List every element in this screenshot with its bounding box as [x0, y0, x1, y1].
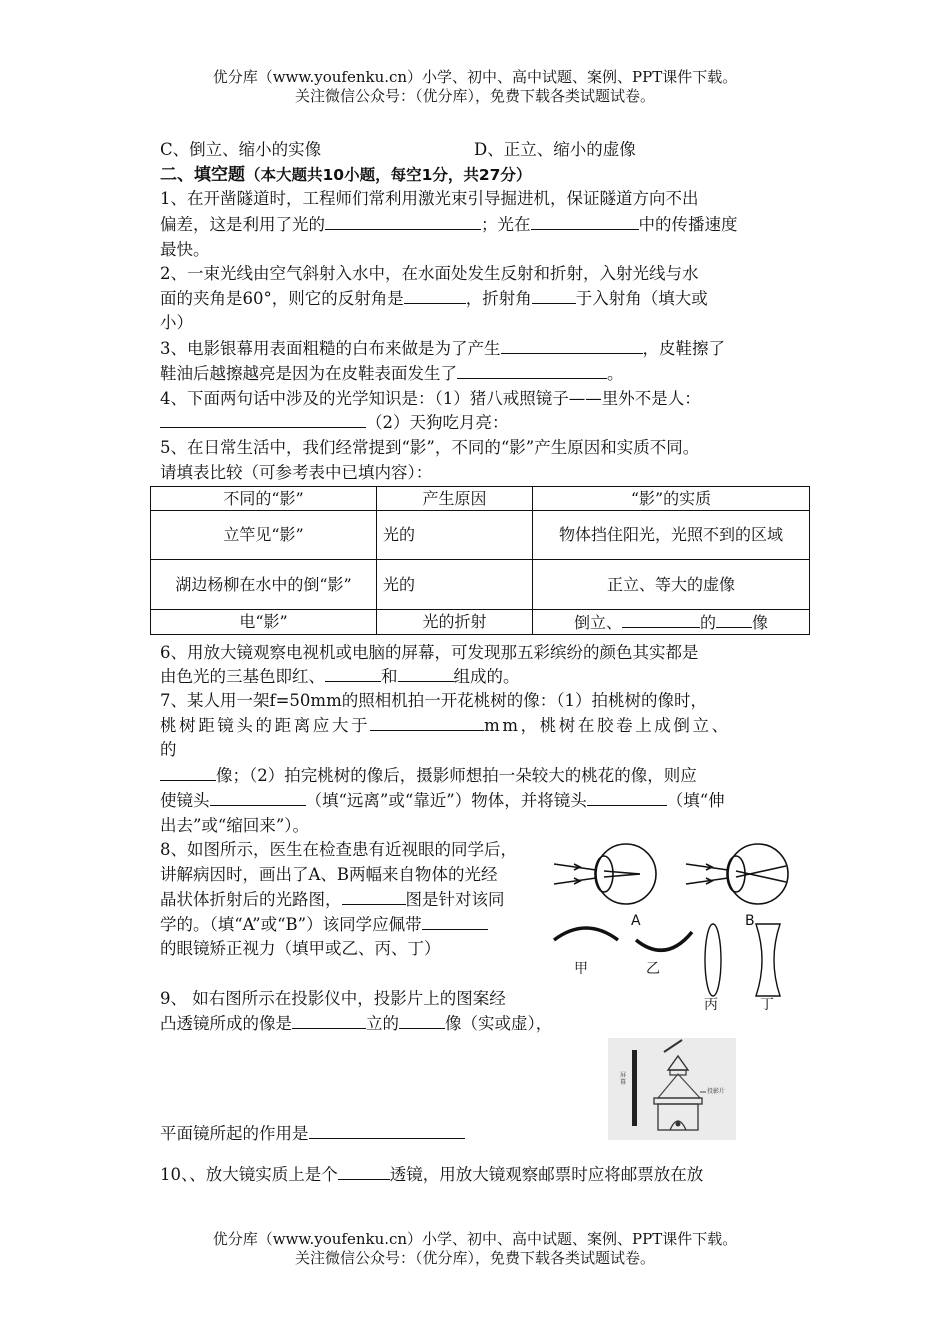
q7-text-b: mm，桃树在胶卷上成倒立、 [484, 716, 731, 735]
q10-text-b: 透镜，用放大镜观察邮票时应将邮票放在放 [389, 1165, 704, 1184]
lens-bing-shape [705, 924, 721, 996]
table-row [151, 560, 810, 610]
q3-line-1 [160, 338, 725, 360]
q8-line-2: 讲解病因时，画出了A、B两幅来自物体的光经 [160, 865, 498, 884]
q6-line-1: 6、用放大镜观察电视机或电脑的屏幕，可发现那五彩缤纷的颜色其实都是 [160, 643, 699, 662]
table-cell: 光的折射 [377, 610, 533, 635]
label-ding: 丁 [760, 997, 774, 1013]
q10-line-1 [160, 1164, 703, 1186]
q7-blank-1[interactable] [370, 715, 484, 731]
table-cell: 电“影” [151, 610, 377, 635]
q7-text-d: 使镜头 [160, 791, 210, 810]
q1-line-2 [160, 214, 738, 236]
projector-figure [608, 1038, 736, 1140]
q5-line-1: 5、在日常生活中，我们经常提到“影”，不同的“影”产生原因和实质不同。 [160, 438, 700, 457]
q8-line-4 [160, 914, 488, 936]
q3-line-2 [160, 363, 624, 385]
q1-text-a: 偏差，这是利用了光的 [160, 215, 325, 234]
table-header-row [151, 487, 810, 511]
q4-text-b: （2）天狗吃月亮： [366, 413, 509, 432]
q7-text-e: （填“远离”或“靠近”）物体，并将镜头 [305, 791, 587, 810]
q6-text-c: 组成的。 [453, 667, 520, 686]
section-title [160, 164, 531, 186]
table-header: 不同的“影” [151, 487, 377, 511]
q2-blank-2[interactable] [532, 288, 576, 304]
q9-line-3 [160, 1123, 465, 1145]
q6-text-b: 和 [381, 667, 398, 686]
q7-text-f: （填“伸 [666, 791, 725, 810]
lens-yi-shape [636, 932, 692, 950]
q2-line-2 [160, 288, 708, 310]
header-line-1: 优分库（www.youfenku.cn）小学、初中、高中试题、案例、PPT课件下载。 [212, 68, 738, 86]
table-cell [533, 610, 810, 635]
q9-text-a: 凸透镜所成的像是 [160, 1014, 292, 1033]
q6-text-a: 由色光的三基色即红、 [160, 667, 325, 686]
q9-blank-3[interactable] [309, 1123, 465, 1139]
eye-diagrams [548, 830, 810, 930]
q7-line-2 [160, 715, 731, 737]
q1-line-3: 最快。 [160, 240, 210, 259]
table-cell-text: 的 [699, 612, 716, 632]
q7-line-4 [160, 765, 697, 787]
label-bing: 丙 [704, 997, 718, 1013]
q1-line-1: 1、在开凿隧道时，工程师们常利用激光束引导掘进机，保证隧道方向不出 [160, 189, 699, 208]
q4-blank-1[interactable] [160, 412, 366, 428]
table-cell: 物体挡住阳光，光照不到的区域 [533, 511, 810, 560]
table-cell: 光的 [377, 560, 533, 610]
q9-line-1: 9、 如右图所示在投影仪中，投影片上的图案经 [160, 989, 506, 1008]
label-b: B [745, 913, 755, 929]
q5-line-2: 请填表比较（可参考表中已填内容）： [160, 463, 433, 482]
table-cell: 立竿见“影” [151, 511, 377, 560]
q3-blank-1[interactable] [501, 338, 643, 354]
shadow-table [150, 486, 810, 635]
choice-c: C、倒立、缩小的实像 [160, 140, 322, 159]
q2-text-c: 于入射角（填大或 [575, 289, 708, 308]
table-cell: 湖边杨柳在水中的倒“影” [151, 560, 377, 610]
q2-line-3: 小） [160, 313, 193, 332]
q7-line-1: 7、某人用一架f=50mm的照相机拍一开花桃树的像：（1）拍桃树的像时， [160, 691, 707, 710]
table-row [151, 511, 810, 560]
q7-blank-4[interactable] [587, 790, 667, 806]
q2-blank-1[interactable] [404, 288, 466, 304]
q6-blank-1[interactable] [325, 666, 381, 682]
footer-line-2: 关注微信公众号：（优分库），免费下载各类试题试卷。 [294, 1249, 655, 1267]
q9-text-d: 平面镜所起的作用是 [160, 1124, 309, 1143]
q4-line-1: 4、下面两句话中涉及的光学知识是：（1）猪八戒照镜子——里外不是人： [160, 389, 701, 408]
q7-line-3: 的 [160, 740, 177, 759]
q8-text-c: 学的。（填“A”或“B”）该同学应佩带 [160, 915, 422, 934]
section-title-note: （本大题共10小题，每空1分，共27分） [245, 166, 532, 184]
q2-line-1: 2、一束光线由空气斜射入水中，在水面处发生反射和折射，入射光线与水 [160, 264, 699, 283]
screen-label: 屏幕 [620, 1072, 627, 1086]
lens-jia-shape [554, 928, 618, 940]
section-title-main: 二、填空题 [160, 165, 245, 185]
q3-text-b: ，皮鞋擦了 [642, 339, 725, 358]
q8-line-1: 8、如图所示，医生在检查患有近视眼的同学后， [160, 840, 517, 859]
table-row [151, 610, 810, 635]
header-line-2: 关注微信公众号：（优分库），免费下载各类试题试卷。 [294, 87, 655, 105]
label-a: A [631, 913, 641, 929]
q7-blank-3[interactable] [210, 790, 306, 806]
q3-text-d: 。 [607, 364, 624, 383]
table-cell: 正立、等大的虚像 [533, 560, 810, 610]
q3-text-c: 鞋油后越擦越亮是因为在皮鞋表面发生了 [160, 364, 457, 383]
choice-d: D、正立、缩小的虚像 [474, 140, 636, 159]
table-header: “影”的实质 [533, 487, 810, 511]
table-cell-text: 倒立、 [573, 612, 622, 632]
eye-diagram-b [686, 844, 788, 904]
q6-line-2 [160, 666, 520, 688]
table-blank-1[interactable] [622, 612, 700, 628]
q2-text-b: ，折射角 [465, 289, 532, 308]
q8-blank-1[interactable] [342, 889, 406, 905]
label-yi: 乙 [646, 961, 660, 977]
q7-line-5 [160, 790, 725, 812]
q7-text-a: 桃树距镜头的距离应大于 [160, 716, 371, 735]
table-cell-text: 像 [752, 612, 769, 632]
slide-label: 投影片 [707, 1088, 726, 1095]
q7-blank-2[interactable] [160, 765, 216, 781]
q9-blank-2[interactable] [399, 1013, 445, 1029]
q9-text-c: 像（实或虚）， [445, 1014, 553, 1033]
q8-text-b: 图是针对该同 [405, 890, 505, 909]
label-jia: 甲 [574, 961, 588, 977]
table-cell: 光的 [377, 511, 533, 560]
q9-text-b: 立的 [366, 1014, 399, 1033]
q1-text-b: ；光在 [481, 215, 531, 234]
q1-blank-1[interactable] [325, 214, 481, 230]
q8-text-a: 晶状体折射后的光路图， [160, 890, 342, 909]
q1-blank-2[interactable] [531, 214, 639, 230]
footer-line-1: 优分库（www.youfenku.cn）小学、初中、高中试题、案例、PPT课件下载。 [212, 1230, 738, 1248]
q3-text-a: 3、电影银幕用表面粗糙的白布来做是为了产生 [160, 339, 501, 358]
q9-blank-1[interactable] [292, 1013, 366, 1029]
eye-diagram-a [554, 844, 656, 904]
q8-blank-2[interactable] [422, 914, 488, 930]
q3-blank-2[interactable] [457, 363, 607, 379]
lens-ding-shape [756, 924, 780, 996]
q4-line-2 [160, 412, 509, 434]
table-blank-2[interactable] [716, 612, 752, 628]
q8-line-3 [160, 889, 505, 911]
q10-text-a: 10、、放大镜实质上是个 [160, 1165, 338, 1184]
q1-text-c: 中的传播速度 [638, 215, 738, 234]
q2-text-a: 面的夹角是60°，则它的反射角是 [160, 289, 404, 308]
q10-blank-1[interactable] [338, 1164, 390, 1180]
q7-text-c: 像；（2）拍完桃树的像后，摄影师想拍一朵较大的桃花的像，则应 [216, 766, 697, 785]
q8-line-5: 的眼镜矫正视力（填甲或乙、丙、丁） [160, 939, 441, 958]
q6-blank-2[interactable] [398, 666, 454, 682]
table-header: 产生原因 [377, 487, 533, 511]
q9-line-2 [160, 1013, 552, 1035]
q7-line-6: 出去”或“缩回来”）。 [160, 816, 310, 835]
